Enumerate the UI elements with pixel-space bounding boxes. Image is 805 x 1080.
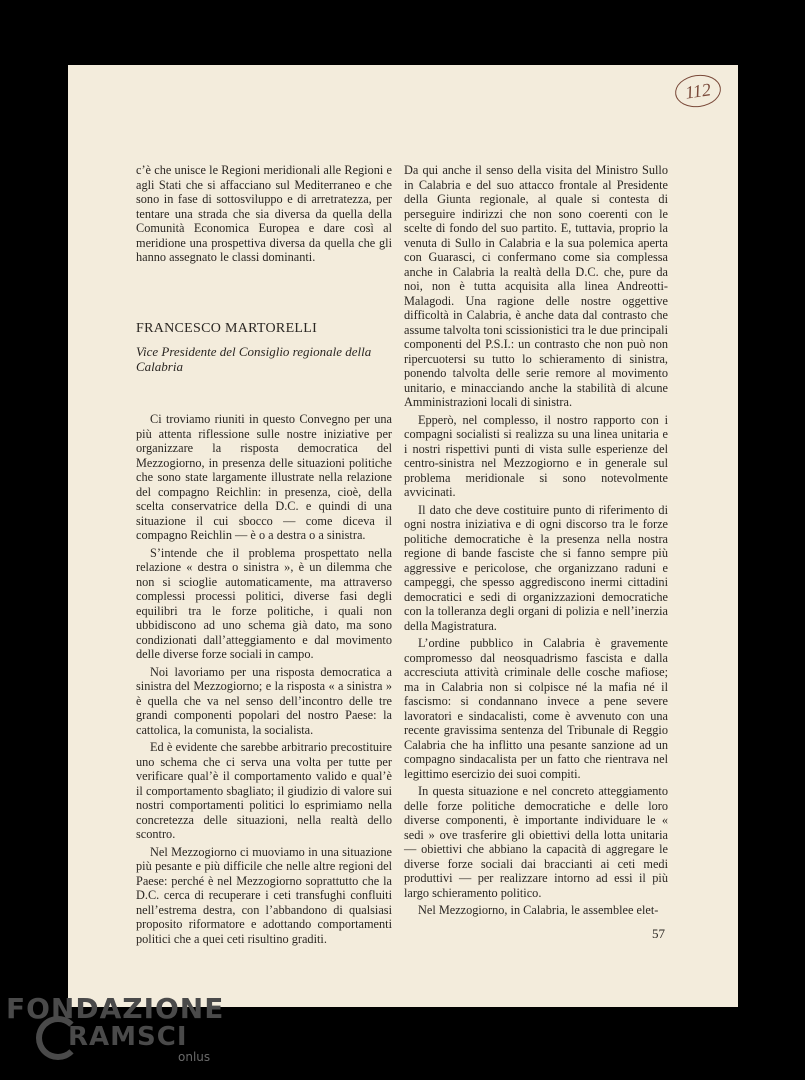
archive-number-stamp: 112 xyxy=(673,72,723,110)
paragraph: Noi lavoriamo per una risposta democratica a sinistra del Mezzogiorno; e la risposta « a sinistra » è quella che va nel senso dell’incontro delle tre grandi componenti popolari del nostro Paese: la cattolica, la comunista, la socialista. xyxy=(136,664,392,737)
paragraph: Ci troviamo riuniti in questo Convegno per una più attenta riflessione sulle nostre iniziative per organizzare la risposta democratica del Mezzogiorno, in presenza delle situazioni politiche che sono state largamente illustrate nella relazione del compagno Reichlin: in presenza, cioè, della scelta conservatrice della D.C. e quindi di una situazione il cui sbocco — come diceva il compagno Reichlin — è o a destra o a sinistra. xyxy=(136,412,392,542)
paragraph: L’ordine pubblico in Calabria è gravemente compromesso dal neosquadrismo fascista e dalla accresciuta attività criminale delle cosche mafiose; ma in Calabria non si colpisce né la mafia né il fascismo: si condannano invece a pene severe lavoratori e sindacalisti, come è avvenuto con una recente gravissima sentenza del Tribunale di Reggio Calabria che ha inflitto una pesante sanzione ad un compagno sindacalista per un fatto che rientrava nel legittimo esercizio dei suoi compiti. xyxy=(404,636,668,781)
paragraph: Nel Mezzogiorno ci muoviamo in una situazione più pesante e più difficile che nelle altre regioni del Paese: perché è nel Mezzogiorno soprattutto che la D.C. cerca di recuperare i ceti transfughi confluiti nell’estrema destra, con l’abbandono di qualsiasi proposito riformatore e adottando comportamenti politici che a quei ceti risultino graditi. xyxy=(136,844,392,946)
paragraph: Il dato che deve costituire punto di riferimento di ogni nostra iniziativa e di ogni discorso tra le forze politiche democratiche è la presenza nella nostra regione di bande fasciste che si fanno sempre più aggressive e pericolose, che organizzano raduni e campeggi, che spesso aggrediscono inermi cittadini democratici e sedi di organizzazioni democratiche con la tolleranza degli organi di polizia e nell’inerzia della Magistratura. xyxy=(404,502,668,633)
paragraph: Nel Mezzogiorno, in Calabria, le assemblee elet- xyxy=(418,903,659,917)
paragraph: c’è che unisce le Regioni meridionali alle Regioni e agli Stati che si affacciano sul Mediterraneo e che sono in fase di sottosviluppo e di arretratezza, per tentare una strada che sia diversa da quella della Comunità Economica Europea e dare così al meridione una prospettiva diversa da quella che gli hanno assegnato le classi dominanti. xyxy=(136,163,392,264)
left-column-body xyxy=(136,412,392,946)
paragraph: Da qui anche il senso della visita del Ministro Sullo in Calabria e del suo attacco frontale al Presidente della Giunta regionale, al quale si contesta di perseguire indirizzi che non sono coerenti con le scelte di fondo del suo partito. E, tuttavia, proprio la venuta di Sullo in Calabria e la sua polemica aperta con Guarasci, ci confermano come sia complessa anche in Calabria la realtà della D.C. che, pure da noi, non è tutta acquisita alla linea Andreotti-Malagodi. Una ragione delle nostre oggettive difficoltà in Calabria, è anche data dal contrasto che assume talvolta toni scissionistici tra le due principali componenti del P.S.I.: un contrasto che non può non ripercuotersi su tutto lo schieramento di sinistra, ponendo talvolta delle serie remore al movimento unitario, e minacciando anche la stabilità di alcune Amministrazioni locali di sinistra. xyxy=(404,163,668,409)
paragraph: Epperò, nel complesso, il nostro rapporto con i compagni socialisti si realizza su una linea unitaria e i nostri rispettivi punti di vista sulle esperienze del centro-sinistra nel Mezzogiorno e in generale sul problema meridionale si sono notevolmente avvicinati. xyxy=(404,412,668,499)
left-column-intro xyxy=(136,163,392,265)
paragraph: In questa situazione e nel concreto atteggiamento delle forze politiche democratiche e delle loro diverse componenti, è importante individuare le « sedi » ove trasferire gli obiettivi della lotta unitaria — obiettivi che abbiano la capacità di aggregare le diverse forze sociali dai braccianti ai ceti medi produttivi — per realizzare intorno ad essi il più largo schieramento politico. xyxy=(404,784,668,900)
paragraph: Ed è evidente che sarebbe arbitrario precostituire uno schema che ci serva una volta per tutte per verificare qual’è il comportamento valido e qual’è il comportamento sbagliato; il giudizio di valore sui nostri comportamenti politici lo esprimiamo nella concretezza delle situazioni, nella realtà dello scontro. xyxy=(136,740,392,841)
author-name: FRANCESCO MARTORELLI xyxy=(136,321,318,336)
right-column-body xyxy=(404,163,668,918)
page-number: 57 xyxy=(652,926,665,941)
logo-text-fondazione: FONDAZIONE xyxy=(6,992,225,1025)
logo-text-onlus: onlus xyxy=(178,1050,211,1064)
paragraph: S’intende che il problema prospettato nella relazione « destra o sinistra », è un dilemma che non si scioglie automaticamente, ma attraverso complessi processi politici, diverse fasi degli equilibri tra le forze politiche, i quali non ubbidiscono ad uno schema già dato, ma sono condizionati dall’atteggiamento e dal movimento delle diverse forze sociali in campo. xyxy=(136,545,392,661)
fondazione-gramsci-logo xyxy=(6,992,225,1072)
logo-text-gramsci: RAMSCI xyxy=(68,1022,188,1052)
author-role: Vice Presidente del Consiglio regionale della Calabria xyxy=(136,344,372,374)
